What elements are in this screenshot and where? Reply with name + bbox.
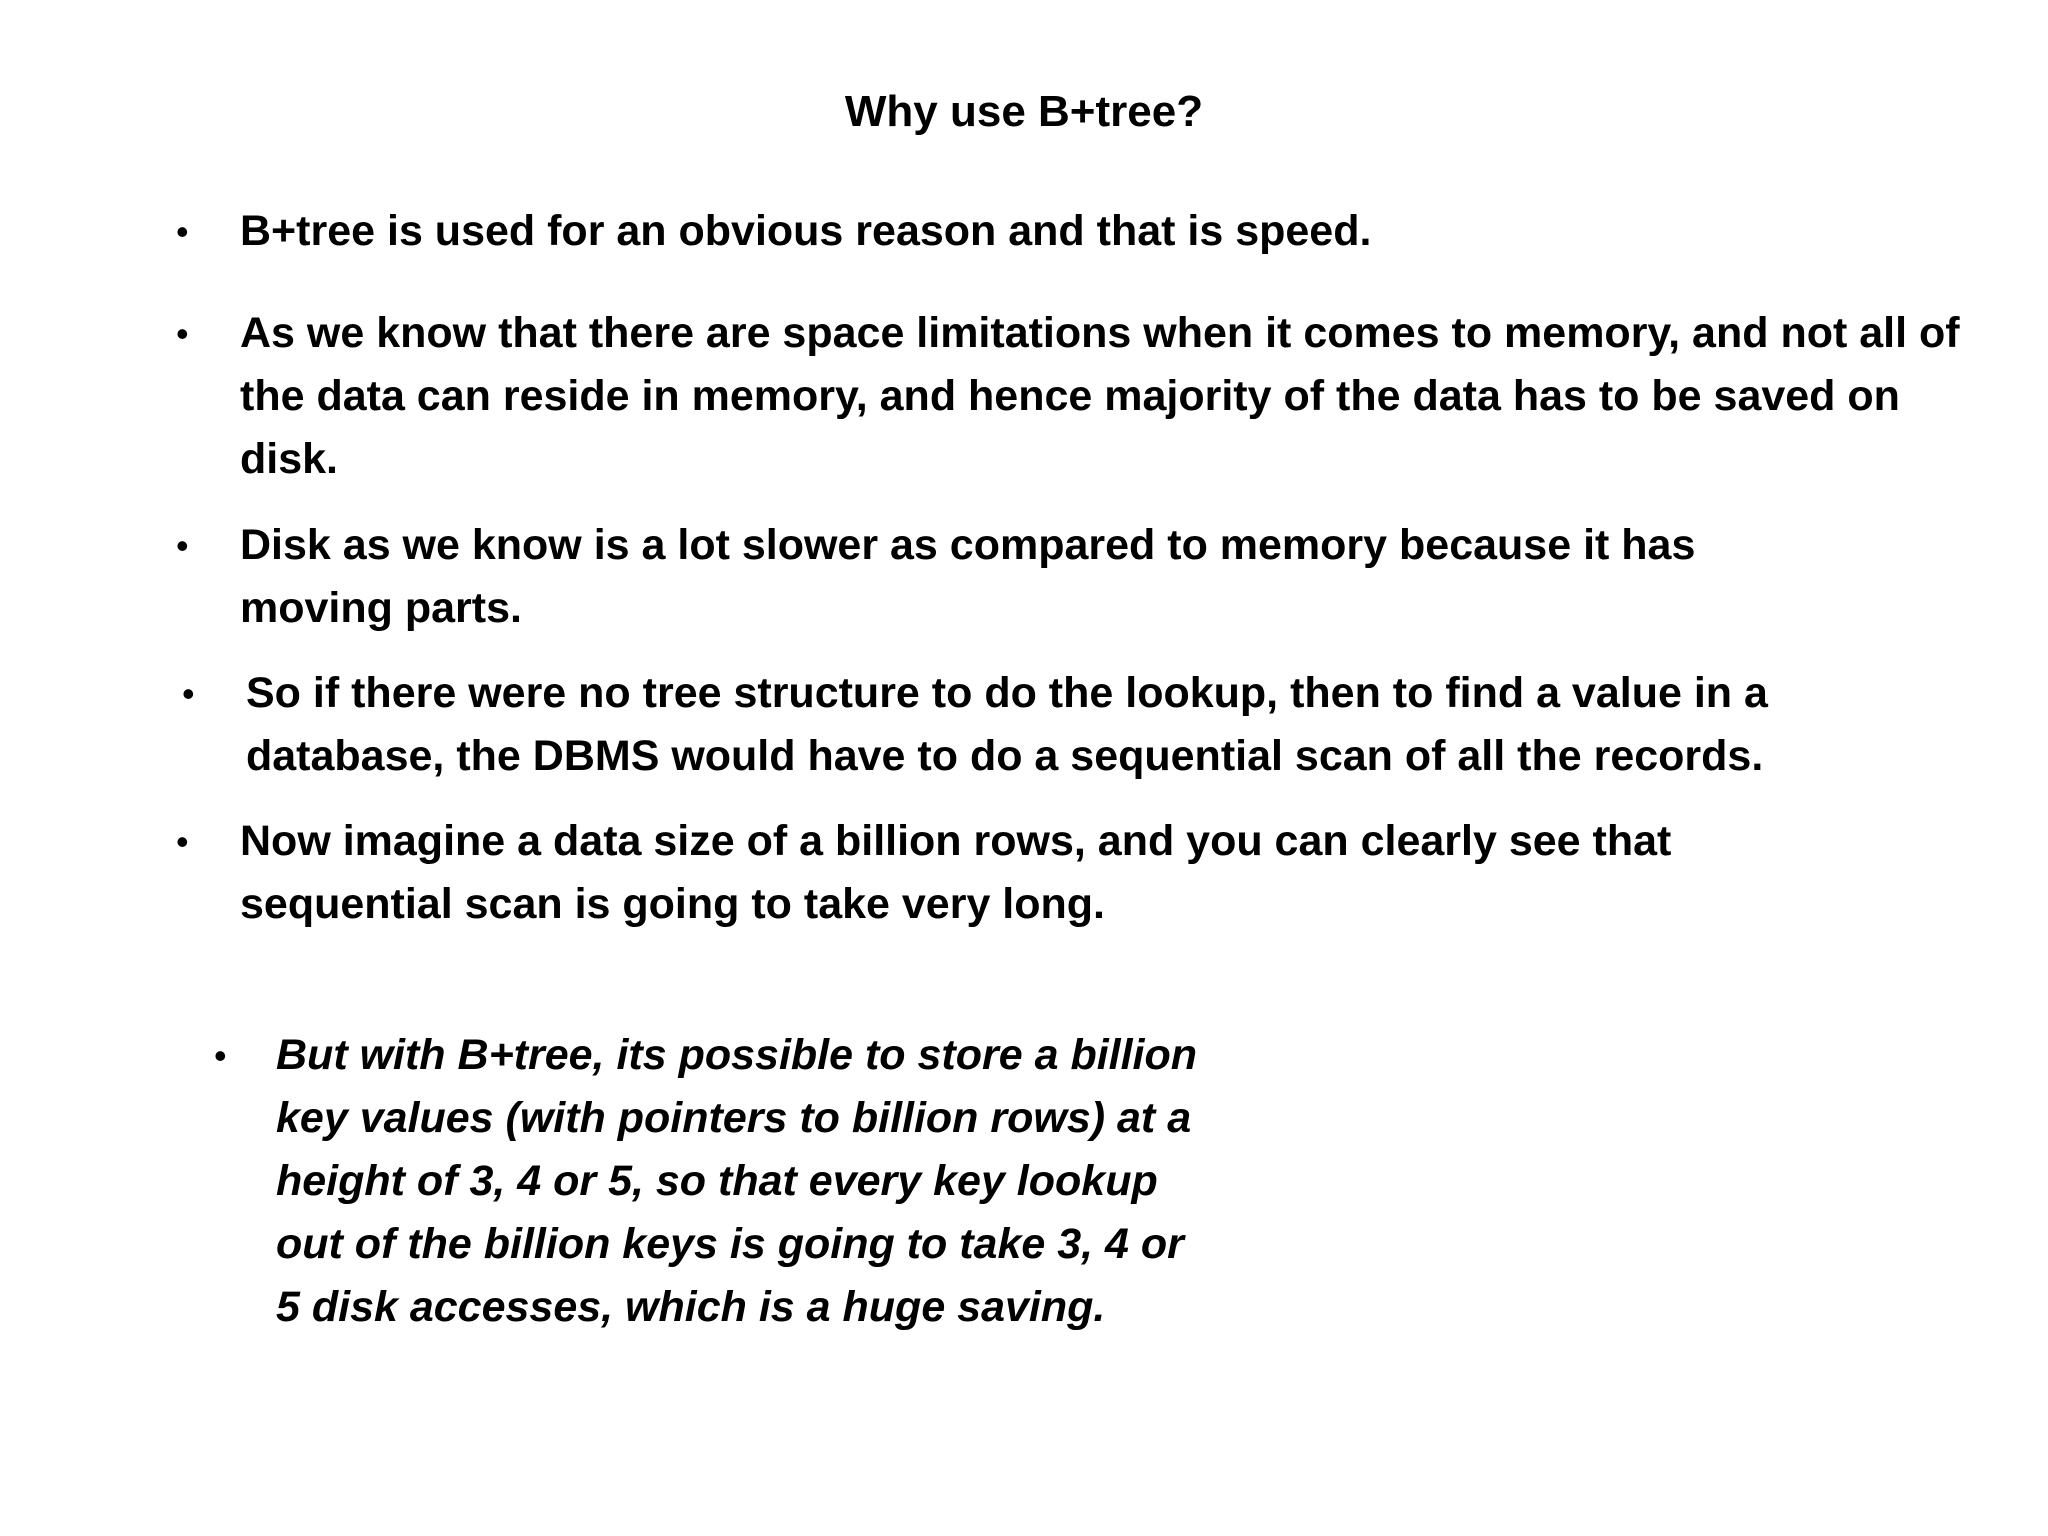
bullet-point-icon: •: [176, 313, 189, 354]
bullet-text: But with B+tree, its possible to store a billion key values (with pointers to billion rows) at a height of 3, 4 or 5, so that every key lookup out of the billion keys is going to take 3, 4 or 5 disk accesses, which is a huge saving.: [276, 1031, 1198, 1331]
bullet-point-icon: •: [176, 525, 189, 566]
bullet-point-icon: •: [176, 211, 189, 252]
bullet-item: [214, 1024, 1216, 1339]
bullet-text: Now imagine a data size of a billion rows, and you can clearly see that sequential scan is going to take very long.: [240, 817, 1672, 928]
bullet-point-icon: •: [176, 821, 189, 862]
bullet-item: [176, 200, 1960, 263]
bullet-item: [182, 662, 1886, 788]
bullet-text: Disk as we know is a lot slower as compared to memory because it has moving parts.: [240, 521, 1696, 632]
bullet-text: So if there were no tree structure to do the lookup, then to find a value in a database, the DBMS would have to do a sequential scan of all the records.: [246, 669, 1768, 780]
bullet-item: [176, 810, 1780, 936]
bullet-item: [176, 514, 1780, 640]
bullet-text: As we know that there are space limitations when it comes to memory, and not all of the data can reside in memory, and hence majority of the data has to be saved on disk.: [240, 309, 1960, 483]
bullet-point-icon: •: [214, 1035, 227, 1076]
slide-title: Why use B+tree?: [844, 87, 1204, 136]
bullet-text: B+tree is used for an obvious reason and that is speed.: [240, 207, 1372, 255]
bullet-point-icon: •: [182, 673, 195, 714]
bullet-item: [176, 302, 1960, 491]
